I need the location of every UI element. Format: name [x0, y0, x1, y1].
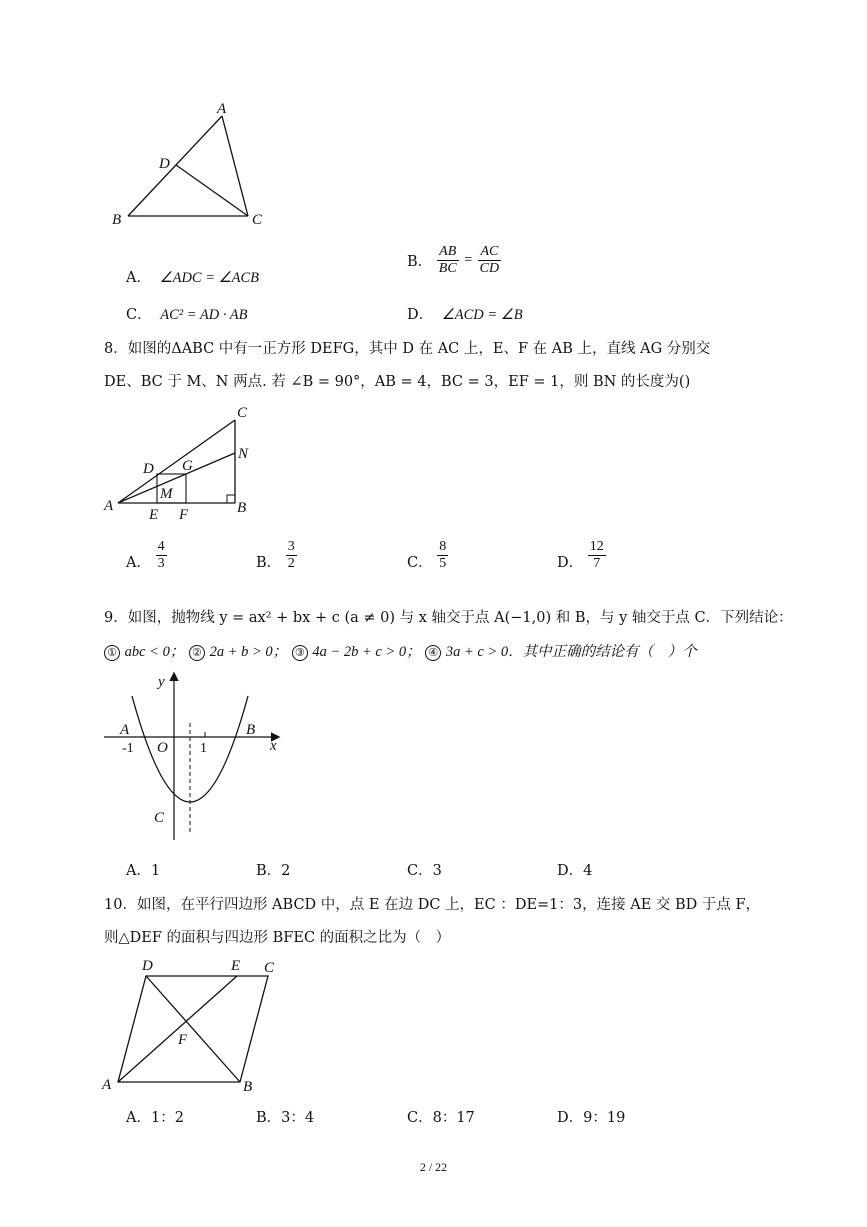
q10-label-D: D [142, 958, 153, 974]
q8-option-A-num: 4 [157, 539, 165, 554]
q7-option-B-num2: AC [478, 244, 501, 261]
q8-option-B-num: 3 [287, 539, 295, 554]
q9-option-D: D．4 [557, 863, 593, 879]
q8-stem-line1: 8．如图的ΔABC 中有一正方形 DEFG，其中 D 在 AC 上，E、F 在 AB 上，直线 AG 分别交 [104, 341, 711, 357]
q10-option-A-value: 1：2 [150, 1110, 184, 1126]
q9-option-A: A．1 [126, 863, 161, 879]
page-number: 2 / 22 [419, 1160, 448, 1174]
q8-stem-line2: DE、BC 于 M、N 两点. 若 ∠B = 90°，AB = 4，BC = 3，EF = 1，则 BN 的长度为() [104, 374, 691, 390]
q8-option-C-letter: C． [407, 555, 433, 571]
q10-option-A: A．1：2 [126, 1110, 184, 1126]
q7-option-C [126, 303, 248, 324]
q9-circle-2: ② [189, 645, 205, 661]
q7-option-D-text: ∠ACD = ∠B [441, 307, 523, 323]
q7-option-B-letter: B． [407, 254, 433, 270]
q9-label-1: 1 [200, 741, 207, 756]
q9-circle-3: ③ [292, 645, 308, 661]
q10-option-D: D．9：19 [557, 1110, 626, 1126]
q8-option-A-letter: A． [126, 555, 151, 571]
q7-label-D: D [159, 156, 170, 172]
q7-option-D [407, 303, 523, 324]
q8-label-C: C [237, 405, 248, 421]
q9-label-C: C [154, 810, 165, 826]
q10-label-E: E [231, 958, 241, 974]
q7-label-C: C [252, 212, 263, 228]
q7-option-A-text: ∠ADC = ∠ACB [159, 270, 260, 286]
q9-label-B: B [246, 722, 256, 738]
q9-stem-line2 [104, 640, 697, 661]
q10-option-C: C．8：17 [407, 1110, 475, 1126]
q9-circle-1: ① [104, 645, 120, 661]
q7-option-B-den2: CD [479, 261, 500, 276]
q10-option-B: B．3：4 [256, 1110, 315, 1126]
q8-option-D-num: 12 [589, 539, 604, 554]
q9-circle-4: ④ [425, 645, 441, 661]
q10-option-D-value: 9：19 [583, 1110, 626, 1126]
q8-label-M: M [160, 486, 173, 502]
q7-option-A-letter: A． [126, 270, 151, 286]
q8-option-B-den: 2 [287, 556, 295, 571]
q7-triangle-figure [100, 100, 280, 235]
q10-label-B: B [243, 1079, 253, 1095]
q9-option-B: B．2 [256, 863, 291, 879]
q7-option-D-letter: D． [407, 307, 434, 323]
q9-label-O: O [157, 740, 168, 756]
q9-stem-line1: 9．如图，抛物线 y = ax² + bx + c (a ≠ 0) 与 x 轴交于点 A(−1,0) 和 B，与 y 轴交于点 C．下列结论： [104, 610, 793, 626]
q9-option-C-value: 3 [432, 863, 442, 879]
q8-option-C [407, 539, 448, 572]
q7-option-A [126, 266, 259, 287]
q9-option-A-value: 1 [150, 863, 161, 879]
q7-option-B-eq: = [463, 252, 474, 268]
q7-option-B-num1: AB [437, 244, 459, 261]
q10-stem-line1: 10．如图，在平行四边形 ABCD 中，点 E 在边 DC 上，EC ：DE=1：3，连接 AE 交 BD 于点 F， [104, 897, 761, 913]
q7-option-C-letter: C． [126, 307, 152, 323]
q10-option-C-value: 8：17 [432, 1110, 475, 1126]
q8-label-N: N [238, 446, 249, 462]
q10-parallelogram-figure [100, 952, 290, 1097]
q8-option-B-letter: B． [256, 555, 282, 571]
q9-conclusion-1: abc < 0； [124, 644, 185, 660]
q9-label-x: x [270, 738, 277, 754]
q9-label-minus1: -1 [122, 741, 134, 756]
q8-option-D [557, 539, 606, 572]
q7-option-B-den1: BC [438, 261, 457, 276]
q8-label-A: A [104, 498, 114, 514]
q8-label-E: E [149, 507, 159, 523]
q10-option-B-value: 3：4 [281, 1110, 315, 1126]
q7-label-B: B [112, 212, 122, 228]
q8-option-D-letter: D． [557, 555, 584, 571]
q9-option-B-value: 2 [281, 863, 291, 879]
q9-parabola-figure [100, 668, 290, 848]
q8-option-D-den: 7 [593, 556, 601, 571]
q9-label-A: A [120, 722, 130, 738]
q9-conclusion-3: 4a − 2b + c > 0； [312, 644, 421, 660]
q8-label-B: B [237, 500, 247, 516]
q9-option-C: C．3 [407, 863, 442, 879]
q8-label-F: F [179, 507, 189, 523]
q7-label-A: A [217, 101, 227, 117]
q9-label-y: y [158, 674, 165, 690]
q8-option-A-den: 3 [157, 556, 165, 571]
q7-option-B [407, 244, 501, 277]
q10-label-F: F [178, 1032, 188, 1048]
q10-label-A: A [102, 1077, 112, 1093]
q8-option-B [256, 539, 297, 572]
q9-conclusion-2: 2a + b > 0； [209, 644, 288, 660]
q7-option-C-text: AC² = AD · AB [160, 307, 248, 323]
q10-label-C: C [264, 960, 275, 976]
q8-label-D: D [143, 461, 154, 477]
q8-label-G: G [182, 458, 193, 474]
q8-option-C-num: 8 [439, 539, 447, 554]
q9-conclusion-4: 3a + c > 0．其中正确的结论有（ ）个 [445, 644, 697, 660]
q8-option-A [126, 539, 167, 572]
q10-stem-line2: 则△DEF 的面积与四边形 BFEC 的面积之比为（ ） [104, 930, 451, 946]
q8-option-C-den: 5 [439, 556, 447, 571]
q9-option-D-value: 4 [583, 863, 593, 879]
q8-figure [100, 400, 270, 525]
